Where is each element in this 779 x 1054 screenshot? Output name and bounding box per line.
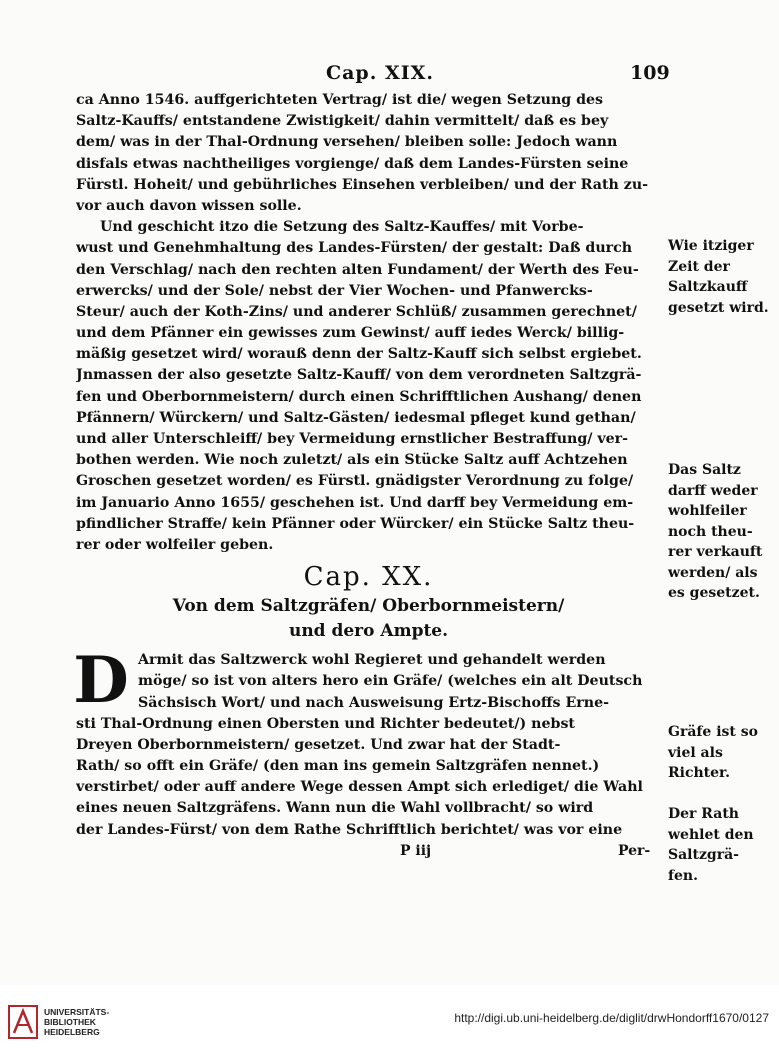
text-line: Steur/ auch der Koth-Zins/ und anderer Schlüß/ zusammen gerechnet/ [76,303,637,320]
text-line: ca Anno 1546. auffgerichteten Vertrag/ ist die/ wegen Setzung des [76,92,604,108]
text-line: und aller Unterschleiff/ bey Vermeidung ernstlicher Bestraffung/ ver- [76,431,629,447]
margin-note-line: Das Saltz [668,462,741,478]
margin-note-line: Saltzgrä- [668,847,739,863]
margin-note-line: noch theu- [668,523,753,540]
source-url-link[interactable]: http://digi.ub.uni-heidelberg.de/diglit/drwHondorff1670/0127 [454,1011,769,1025]
signature-mark: P iij [400,842,432,859]
text-line: Fürstl. Hoheit/ und gebührliches Einsehen verbleiben/ und der Rath zu- [76,176,649,193]
page-number: 109 [630,62,670,84]
margin-note-line: wehlet den [668,826,754,843]
text-line: erwercks/ und der Sole/ nebst der Vier Wochen- und Pfanwercks- [76,282,593,299]
text-line: im Januario Anno 1655/ geschehen ist. Und darff bey Vermeidung em- [76,494,634,511]
chapter-title: Cap. XX. [303,562,434,593]
text-line: eines neuen Saltzgräfens. Wann nun die Wahl vollbracht/ so wird [76,800,594,817]
library-name-line: HEIDELBERG [44,1027,100,1037]
text-line: sti Thal-Ordnung einen Obersten und Richter bedeutet/) nebst [76,715,575,732]
text-line: mäßig gesetzet wird/ worauß denn der Saltz-Kauff sich selbst ergiebet. [76,346,642,363]
text-line: möge/ so ist von alters hero ein Gräfe/ (welches ein alt Deutsch [138,673,643,690]
margin-note-line: darff weder [668,482,758,499]
text-line: Und geschicht itzo die Setzung des Saltz-Kauffes/ mit Vorbe- [100,219,584,236]
paragraph-1 [76,90,661,217]
text-line: Groschen gesetzet worden/ es Fürstl. gnädigster Verordnung zu folge/ [76,473,634,490]
text-line: Pfännern/ Würckern/ und Saltz-Gästen/ iedesmal pfleget kund gethan/ [76,409,636,426]
text-line: disfals etwas nachtheiliges vorgienge/ daß dem Landes-Fürsten seine [76,155,629,172]
text-line: rer oder wolfeiler geben. [76,536,274,553]
text-line: Dreyen Oberbornmeistern/ gesetzet. Und zwar hat der Stadt- [76,736,561,753]
margin-note-line: es gesetzet. [668,585,760,601]
margin-note-1 [668,236,776,318]
catchword: Per- [618,842,651,859]
body-text [73,90,661,863]
text-line: den Verschlag/ nach den rechten alten Fundament/ der Werth des Feu- [76,261,639,278]
margin-note-line: Wie itziger [668,238,754,254]
text-line: vor auch davon wissen solle. [76,197,302,214]
margin-note-line: werden/ als [668,564,758,581]
running-chapter-head: Cap. XIX. [326,62,434,84]
text-line: dem/ was in der Thal-Ordnung versehen/ bleiben solle: Jedoch wann [76,134,618,151]
text-line: und dem Pfänner ein gewisses zum Gewinst/ auff iedes Werck/ billig- [76,325,625,342]
text-line: Sächsisch Wort/ und nach Ausweisung Ertz-Bischoffs Erne- [138,694,610,711]
margin-note-line: gesetzt wird. [668,299,769,316]
text-line: Rath/ so offt ein Gräfe/ (den man ins gemein Saltzgräfen nennet.) [76,758,600,775]
text-line: Saltz-Kauffs/ entstandene Zwistigkeit/ dahin vermittelt/ daß es bey [76,113,609,130]
text-line: Armit das Saltzwerck wohl Regieret und gehandelt werden [138,652,606,669]
margin-note-3 [668,722,776,784]
running-head [0,62,779,90]
margin-note-line: Richter. [668,765,730,781]
library-name-line: BIBLIOTHEK [44,1017,96,1027]
margin-note-line: viel als [668,744,723,761]
section-heading: Von dem Saltzgräfen/ Oberbornmeistern/ [172,596,565,617]
margin-note-line: Saltzkauff [668,279,748,295]
university-library-logo-icon [8,1005,38,1039]
library-name [44,1007,109,1037]
margin-note-line: Gräfe ist so [668,724,758,740]
margin-note-4 [668,804,776,886]
margin-note-line: Zeit der [668,258,730,275]
text-line: der Landes-Fürst/ von dem Rathe Schrifftlich berichtet/ was vor eine [76,821,623,838]
text-line: verstirbet/ oder auff andere Wege dessen Ampt sich erlediget/ die Wahl [76,779,643,796]
text-line: wust und Genehmhaltung des Landes-Fürsten/ der gestalt: Daß durch [76,240,633,257]
margin-note-line: Der Rath [668,806,739,822]
paragraph-2 [76,217,661,556]
library-name-line: UNIVERSITÄTS- [44,1007,110,1017]
text-line: Jnmassen der also gesetzte Saltz-Kauff/ von dem verordneten Saltzgrä- [76,367,642,384]
signature-line [76,841,661,863]
text-line: fen und Oberbornmeistern/ durch einen Schrifftlichen Aushang/ denen [76,388,642,405]
footer-bar [0,985,779,1054]
margin-note-line: fen. [668,867,698,884]
drop-cap: D [73,643,129,719]
margin-note-line: wohlfeiler [668,503,747,519]
margin-note-line: rer verkauft [668,544,763,560]
section-heading: und dero Ampte. [288,621,449,642]
paragraph-3 [73,643,661,841]
margin-note-2 [668,460,776,604]
text-line: bothen werden. Wie noch zuletzt/ als ein Stücke Saltz auff Achtzehen [76,452,628,469]
text-line: pfindlicher Straffe/ kein Pfänner oder Würcker/ ein Stücke Saltz theu- [76,515,635,532]
